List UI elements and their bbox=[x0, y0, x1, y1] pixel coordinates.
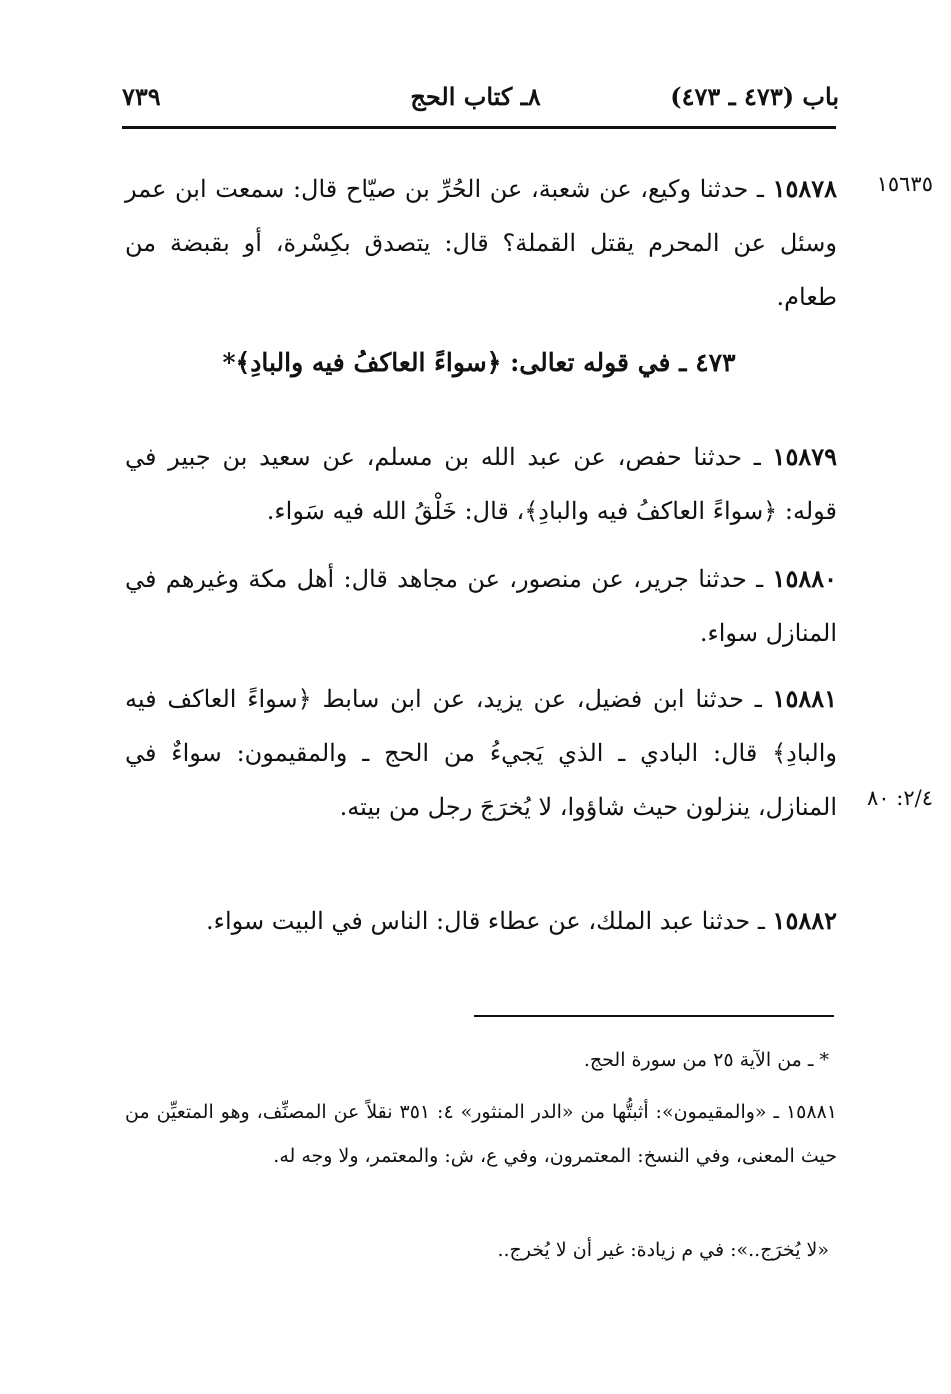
hadith-text: ـ حدثنا حفص، عن عبد الله بن مسلم، عن سعيد بن جبير في قوله: ﴿سواءً العاكفُ فيه والبادِ﴾، قال: خَلْقُ الله فيه سَواء. bbox=[125, 443, 837, 525]
hadith-number: ١٥٨٨٢ bbox=[772, 906, 837, 935]
header-rule bbox=[122, 126, 836, 129]
footnote: ١٥٨٨١ ـ «والمقيمون»: أثبتُّها من «الدر المنثور» ٤: ٣٥١ نقلاً عن المصنِّف، وهو المتعيِّن من حيث المعنى، وفي النسخ: المعتمرون، وفي ع، ش: والمعتمر، ولا وجه له. bbox=[125, 1101, 837, 1167]
hadith-text: ـ حدثنا جرير، عن منصور، عن مجاهد قال: أهل مكة وغيرهم في المنازل سواء. bbox=[125, 565, 837, 647]
hadith-number: ١٥٨٨١ bbox=[772, 684, 837, 713]
hadith-number: ١٥٨٧٨ bbox=[772, 174, 838, 203]
hadith-number: ١٥٨٧٩ bbox=[772, 442, 837, 471]
margin-note: ١٥٦٣٥ bbox=[876, 172, 933, 196]
book-title: ٨ـ كتاب الحج bbox=[410, 82, 541, 111]
page-number: ٧٣٩ bbox=[122, 82, 161, 111]
hadith-text: ـ حدثنا وكيع، عن شعبة، عن الحُرِّ بن صيّاح قال: سمعت ابن عمر وسئل عن المحرم يقتل القملة؟ قال: يتصدق بكِسْرة، أو بقبضة من طعام. bbox=[125, 175, 837, 311]
footnote-rule bbox=[474, 1015, 834, 1017]
footnote: «لا يُخرَج..»: في م زيادة: غير أن لا يُخرج.. bbox=[497, 1239, 829, 1261]
hadith-text: ـ حدثنا عبد الملك، عن عطاء قال: الناس في البيت سواء. bbox=[206, 907, 765, 935]
hadith-entry bbox=[125, 894, 837, 948]
hadith-number: ١٥٨٨٠ bbox=[772, 564, 837, 593]
hadith-entry bbox=[125, 162, 837, 324]
margin-note: ٢/٤: ٨٠ bbox=[867, 786, 933, 810]
section-heading: ٤٧٣ ـ في قوله تعالى: ﴿سواءً العاكفُ فيه والبادِ﴾* bbox=[222, 348, 736, 377]
hadith-entry bbox=[125, 430, 837, 538]
hadith-entry bbox=[125, 672, 837, 834]
hadith-entry bbox=[125, 552, 837, 660]
hadith-text: ـ حدثنا ابن فضيل، عن يزيد، عن ابن سابط ﴿سواءً العاكف فيه والبادِ﴾ قال: البادي ـ الذي يَجيءُ من الحج ـ والمقيمون: سواءٌ في المنازل، ينزلون حيث شاؤوا، لا يُخرَجَ رجل من بيته. bbox=[125, 685, 837, 821]
chapter-header: باب (٤٧٣ ـ ٤٧٣) bbox=[670, 82, 839, 111]
footnote: * ـ من الآية ٢٥ من سورة الحج. bbox=[583, 1049, 829, 1071]
